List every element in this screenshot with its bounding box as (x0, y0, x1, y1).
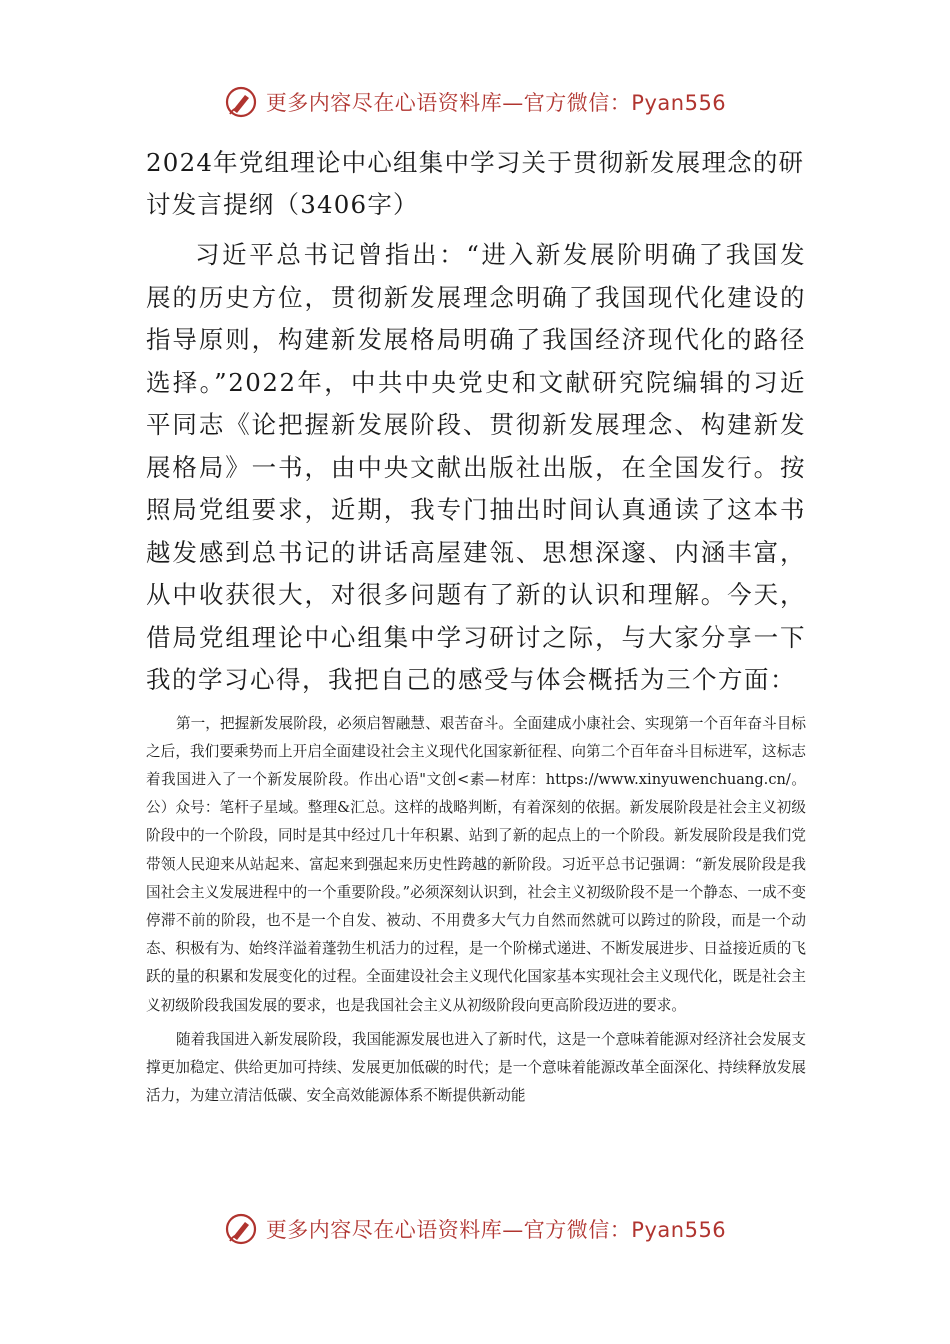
lead-paragraph: 习近平总书记曾指出：“进入新发展阶明确了我国发展的历史方位，贯彻新发展理念明确了我国现代化建设的指导原则，构建新发展格局明确了我国经济现代化的路径选择。”2022年，中共中央党史和文献研究院编辑的习近平同志《论把握新发展阶段、贯彻新发展理念、构建新发展格局》一书，由中央文献出版社出版，在全国发行。按照局党组要求，近期，我专门抽出时间认真通读了这本书越发感到总书记的讲话高屋建瓴、思想深邃、内涵丰富，从中收获很大，对很多问题有了新的认识和理解。今天，借局党组理论中心组集中学习研讨之际，与大家分享一下我的学习心得，我把自己的感受与体会概括为三个方面： (146, 240, 806, 694)
document-title: 2024年党组理论中心组集中学习关于贯彻新发展理念的研讨发言提纲（3406字） (146, 148, 805, 219)
body-paragraph-2: 随着我国进入新发展阶段，我国能源发展也进入了新时代，这是一个意味着能源对经济社会发展支撑更加稳定、供给更加可持续、发展更加低碳的时代；是一个意味着能源改革全面深化、持续释放发展活力，为建立清洁低碳、安全高效能源体系不断提供新动能 (146, 1030, 806, 1105)
footer-banner-text: 更多内容尽在心语资料库—官方微信：Pyan556 (265, 1218, 727, 1242)
body-paragraph-1: 第一，把握新发展阶段，必须启智融慧、艰苦奋斗。全面建成小康社会、实现第一个百年奋斗目标之后，我们要乘势而上开启全面建设社会主义现代化国家新征程、向第二个百年奋斗目标进军，这标志着我国进入了一个新发展阶段。作出心语"文创<素—材库：https://www.xinyuwenchuang.cn/。公）众号：笔杆子星域。整理&汇总。这样的战略判断，有着深刻的依据。新发展阶段是社会主义初级阶段中的一个阶段，同时是其中经过几十年积累、站到了新的起点上的一个阶段。新发展阶段是我们党带领人民迎来从站起来、富起来到强起来历史性跨越的新阶段。习近平总书记强调：“新发展阶段是我国社会主义发展进程中的一个重要阶段。”必须深刻认识到，社会主义初级阶段不是一个静态、一成不变停滞不前的阶段，也不是一个自发、被动、不用费多大气力自然而然就可以跨过的阶段，而是一个动态、积极有为、始终洋溢着蓬勃生机活力的过程，是一个阶梯式递进、不断发展进步、日益接近质的飞跃的量的积累和发展变化的过程。全面建设社会主义现代化国家基本实现社会主义现代化，既是社会主义初级阶段我国发展的要求，也是我国社会主义从初级阶段向更高阶段迈进的要求。 (146, 714, 806, 1014)
pen-circle-logo-icon (224, 85, 258, 119)
footer-banner (0, 1209, 950, 1249)
pen-circle-logo-icon (224, 1212, 258, 1246)
header-banner-text: 更多内容尽在心语资料库—官方微信：Pyan556 (265, 91, 727, 115)
document-body (146, 142, 806, 1110)
header-banner (0, 82, 950, 122)
